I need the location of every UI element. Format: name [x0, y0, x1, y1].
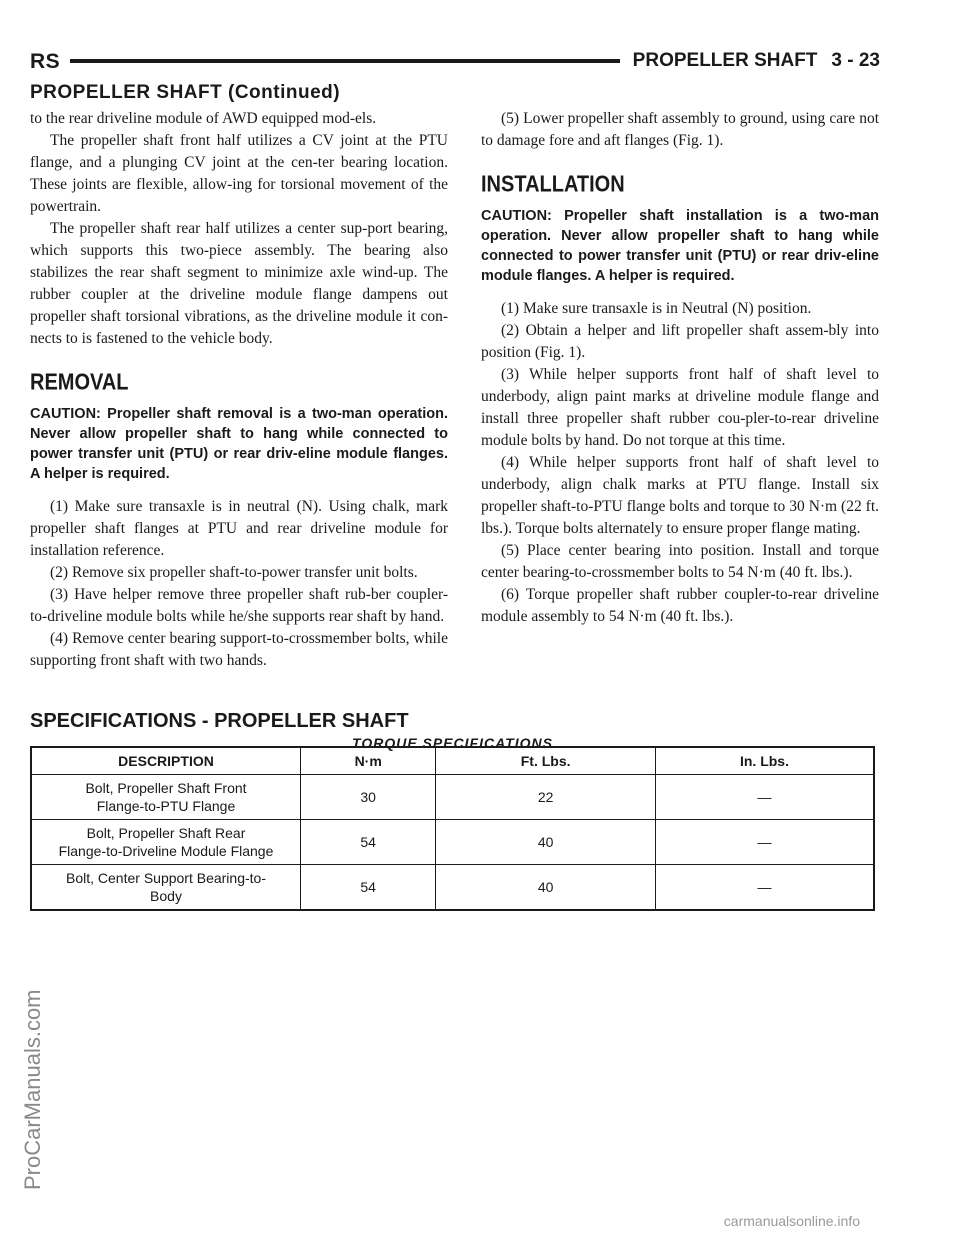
- removal-step: (2) Remove six propeller shaft-to-power transfer unit bolts.: [50, 564, 418, 581]
- in-lbs-cell: —: [655, 775, 874, 820]
- nm-cell: 30: [301, 775, 436, 820]
- ft-lbs-cell: 40: [436, 865, 656, 911]
- column-header-description: DESCRIPTION: [31, 747, 301, 775]
- removal-caution: CAUTION: Propeller shaft removal is a two-man operation. Never allow propeller shaft to hang while connected to power transfer unit (PTU) or rear driv-eline module flanges. A helper is required.: [30, 406, 448, 482]
- description-cell: Bolt, Propeller Shaft Front Flange-to-PTU Flange: [31, 775, 301, 820]
- footer-watermark: carmanualsonline.info: [723, 1213, 860, 1229]
- description-cell: Bolt, Center Support Bearing-to- Body: [31, 865, 301, 911]
- paragraph: to the rear driveline module of AWD equipped mod-els.: [30, 110, 377, 127]
- installation-step: (3) While helper supports front half of shaft level to underbody, align paint marks at driveline module flange and install three propeller shaft rubber cou-pler-to-rear driveline module bolts by hand. Do not torque at this time.: [481, 366, 879, 449]
- header-rule: [70, 59, 620, 63]
- ft-lbs-cell: 40: [436, 820, 656, 865]
- continued-heading: PROPELLER SHAFT (Continued): [30, 82, 341, 103]
- installation-step: (4) While helper supports front half of shaft level to underbody, align chalk marks at PTU flange. Install six propeller shaft-to-PTU flange bolts and torque to 30 N·m (22 ft. lbs.). Torque bolts alternately to ensure proper flange mating.: [481, 454, 879, 537]
- removal-heading: REMOVAL: [30, 370, 129, 396]
- left-column: [30, 108, 448, 672]
- paragraph: The propeller shaft front half utilizes a CV joint at the PTU flange, and a plunging CV joint at the cen-ter bearing location. These joints are flexible, allow-ing for torsional movement of the powertrain.: [30, 132, 448, 215]
- table-row: [31, 775, 874, 820]
- installation-heading: INSTALLATION: [481, 172, 625, 198]
- torque-table-title: TORQUE SPECIFICATIONS: [352, 735, 553, 751]
- removal-step: (4) Remove center bearing support-to-crossmember bolts, while supporting front shaft with two hands.: [30, 630, 448, 669]
- header-section-code: RS: [30, 50, 61, 73]
- in-lbs-cell: —: [655, 865, 874, 911]
- installation-caution: CAUTION: Propeller shaft installation is a two-man operation. Never allow propeller shaft to hang while connected to power transfer unit (PTU) or rear driv-eline module flanges. A helper is required.: [481, 208, 879, 284]
- header-title: PROPELLER SHAFT: [632, 50, 818, 71]
- table-row: [31, 865, 874, 911]
- installation-step: (5) Place center bearing into position. Install and torque center bearing-to-crossmember bolts to 54 N·m (40 ft. lbs.).: [481, 542, 879, 581]
- installation-step: (2) Obtain a helper and lift propeller shaft assem-bly into position (Fig. 1).: [481, 322, 879, 361]
- removal-step: (5) Lower propeller shaft assembly to ground, using care not to damage fore and aft flanges (Fig. 1).: [481, 110, 879, 149]
- paragraph: The propeller shaft rear half utilizes a center sup-port bearing, which supports this two-piece assembly. The bearing also stabilizes the rear shaft segment to minimize axle wind-up. The rubber coupler at the driveline module flange dampens out propeller shaft torsional vibrations, as the driveline module it con-nects to is fastened to the vehicle body.: [30, 220, 448, 347]
- nm-cell: 54: [301, 820, 436, 865]
- installation-step: (1) Make sure transaxle is in Neutral (N) position.: [501, 300, 812, 317]
- column-header-ft-lbs: Ft. Lbs.: [436, 747, 656, 775]
- specifications-heading: SPECIFICATIONS - PROPELLER SHAFT: [30, 710, 409, 732]
- table-header-row: [31, 747, 874, 775]
- ft-lbs-cell: 22: [436, 775, 656, 820]
- header-title-group: [633, 50, 880, 72]
- removal-step: (3) Have helper remove three propeller shaft rub-ber coupler-to-driveline module bolts while he/she supports rear shaft by hand.: [30, 586, 448, 625]
- in-lbs-cell: —: [655, 820, 874, 865]
- nm-cell: 54: [301, 865, 436, 911]
- page-header: [30, 50, 880, 76]
- right-column: [481, 108, 879, 628]
- table-row: [31, 820, 874, 865]
- column-header-in-lbs: In. Lbs.: [655, 747, 874, 775]
- installation-step: (6) Torque propeller shaft rubber coupler-to-rear driveline module assembly to 54 N·m (40 ft. lbs.).: [481, 586, 879, 625]
- removal-step: (1) Make sure transaxle is in neutral (N). Using chalk, mark propeller shaft flanges at PTU and rear driveline module for installation reference.: [30, 498, 448, 559]
- description-cell: Bolt, Propeller Shaft Rear Flange-to-Driveline Module Flange: [31, 820, 301, 865]
- page-number: 3 - 23: [831, 50, 880, 71]
- torque-specifications-table: [30, 746, 875, 911]
- column-header-nm: N·m: [301, 747, 436, 775]
- side-watermark: ProCarManuals.com: [20, 989, 45, 1190]
